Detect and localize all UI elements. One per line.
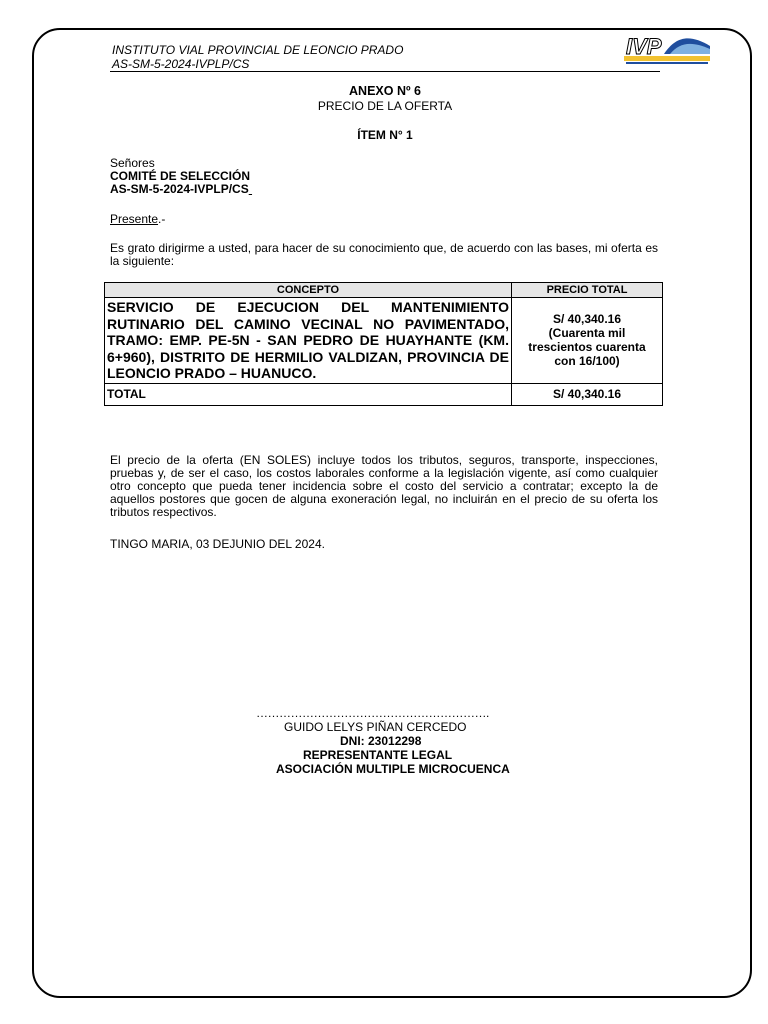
concept-cell: SERVICIO DE EJECUCION DEL MANTENIMIENTO RUTINARIO DEL CAMINO VECINAL NO PAVIMENTADO, TRAMO: EMP. PE-5N - SAN PEDRO DE HUAYHANTE (KM. 6+960), DISTRITO DE HERMILIO VALDIZAN, PROVINCIA DE LEONCIO PRADO – HUANUCO. (105, 298, 512, 384)
price-cell (512, 298, 663, 384)
price-amount-words: (Cuarenta mil trescientos cuarenta con 16/100) (528, 326, 646, 369)
col-concept-header: CONCEPTO (105, 283, 512, 298)
price-amount: S/ 40,340.16 (552, 312, 622, 327)
addressee-reference: AS-SM-5-2024-IVPLP/CS (110, 182, 249, 196)
price-table (104, 282, 663, 406)
annex-title: ANEXO Nº 6 (349, 84, 421, 98)
annex-subtitle: PRECIO DE LA OFERTA (317, 99, 453, 113)
signature-line: ……………………………………………………. (256, 706, 489, 720)
greeting-suffix: .- (158, 212, 166, 226)
total-amount: S/ 40,340.16 (512, 383, 663, 405)
signatory-dni: DNI: 23012298 (340, 734, 422, 748)
place-date: TINGO MARIA, 03 DEJUNIO DEL 2024. (110, 537, 325, 551)
document-header (112, 43, 403, 71)
signatory-organization: ASOCIACIÓN MULTIPLE MICROCUENCA (276, 762, 510, 776)
header-divider (110, 71, 660, 72)
institution-name: INSTITUTO VIAL PROVINCIAL DE LEONCIO PRADO (112, 43, 404, 57)
greeting: Presente (110, 212, 159, 226)
total-row (105, 383, 663, 405)
total-label: TOTAL (105, 383, 512, 405)
table-row (105, 298, 663, 384)
logo-text: IVP (626, 34, 662, 59)
col-price-header: PRECIO TOTAL (512, 283, 663, 298)
signatory-role: REPRESENTANTE LEGAL (303, 748, 453, 762)
addressee-committee: COMITÉ DE SELECCIÓN (110, 169, 251, 183)
addressee-salutation: Señores (110, 156, 155, 170)
signatory-name: GUIDO LELYS PIÑAN CERCEDO (284, 720, 467, 734)
item-number: ÍTEM N° 1 (357, 128, 413, 142)
price-note-paragraph: El precio de la oferta (EN SOLES) incluye todos los tributos, seguros, transporte, inspecciones, pruebas y, de ser el caso, los costos laborales conforme a la legislación vigente, así como cualquier otro concepto que pueda tener incidencia sobre el costo del servicio a contratar; excepto la de aquellos postores que gocen de alguna exoneración legal, no incluirán en el precio de su oferta los tributos respectivos. (110, 453, 658, 519)
ivp-logo (624, 32, 710, 66)
intro-paragraph: Es grato dirigirme a usted, para hacer de su conocimiento que, de acuerdo con las bases, mi oferta es la siguiente: (110, 241, 658, 268)
signature-block (250, 706, 550, 776)
addressee (110, 157, 658, 196)
table-header-row (105, 283, 663, 298)
reference-code: AS-SM-5-2024-IVPLP/CS (112, 57, 250, 71)
